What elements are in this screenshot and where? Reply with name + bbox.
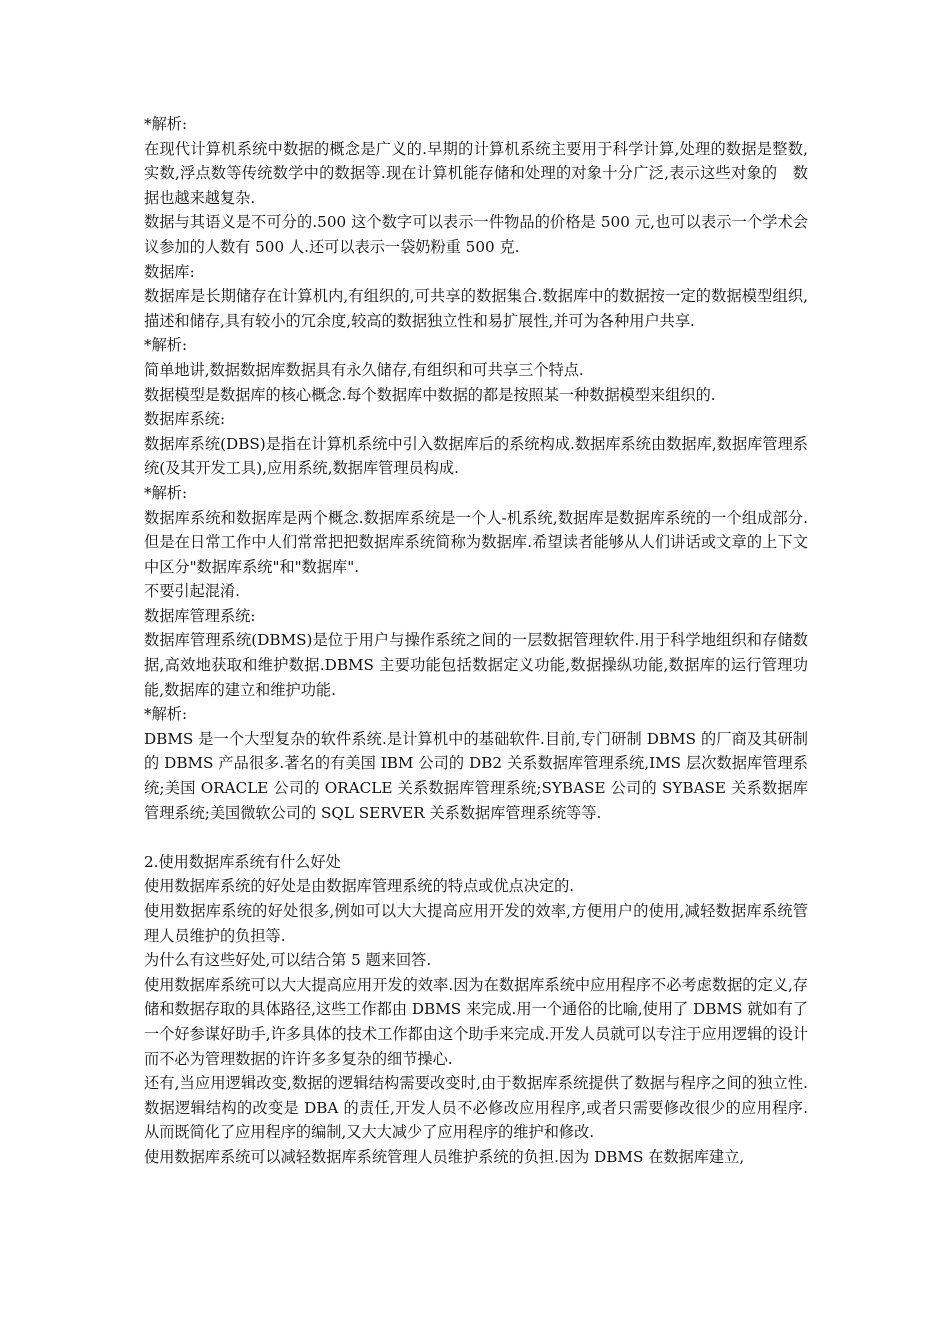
note-label: *解析: [144,336,188,355]
paragraph: 数据库管理系统(DBMS)是位于用户与操作系统之间的一层数据管理软件.用于科学地组织和存储数据,高效地获取和维护数据.DBMS 主要功能包括数据定义功能,数据操纵功能,数据库的运行管理功能,数据库的建立和维护功能. [144,631,808,699]
paragraph: 数据模型是数据库的核心概念.每个数据库中数据的都是按照某一种数据模型来组织的. [144,385,716,404]
paragraph: 为什么有这些好处,可以结合第 5 题来回答. [144,951,432,970]
term-heading: 数据库管理系统: [144,606,256,625]
paragraph: 简单地讲,数据数据库数据具有永久储存,有组织和可共享三个特点. [144,360,584,379]
document-page [144,112,808,1170]
paragraph: 使用数据库系统可以大大提高应用开发的效率.因为在数据库系统中应用程序不必考虑数据的定义,存储和数据存取的具体路径,这些工作都由 DBMS 来完成.用一个通俗的比喻,使用了 DBMS 就如有了一个好参谋好助手,许多具体的技术工作都由这个助手来完成.开发人员就可以专注于应用逻辑的设计而不必为管理数据的许许多多复杂的细节操心. [144,975,808,1068]
term-heading: 数据库系统: [144,410,226,429]
paragraph: 不要引起混淆. [144,582,240,601]
paragraph: DBMS 是一个大型复杂的软件系统.是计算机中的基础软件.目前,专门研制 DBMS 的厂商及其研制的 DBMS 产品很多.著名的有美国 IBM 公司的 DB2 关系数据库管理系统,IMS 层次数据库管理系统;美国 ORACLE 公司的 ORACLE 关系数据库管理系统;SYBASE 公司的 SYBASE 关系数据库管理系统;美国微软公司的 SQL SERVER 关系数据库管理系统等等. [144,729,808,822]
paragraph: 使用数据库系统的好处是由数据库管理系统的特点或优点决定的. [144,877,575,896]
paragraph: 数据与其语义是不可分的.500 这个数字可以表示一件物品的价格是 500 元,也可以表示一个学术会议参加的人数有 500 人.还可以表示一袋奶粉重 500 克. [144,213,808,256]
question-heading: 2.使用数据库系统有什么好处 [144,852,341,871]
note-label: *解析: [144,705,188,724]
note-label: *解析: [144,483,188,502]
term-heading: 数据库: [144,262,195,281]
blank-line [144,825,808,850]
paragraph: 使用数据库系统可以减轻数据库系统管理人员维护系统的负担.因为 DBMS 在数据库建立, [144,1147,745,1166]
paragraph: 还有,当应用逻辑改变,数据的逻辑结构需要改变时,由于数据库系统提供了数据与程序之间的独立性.数据逻辑结构的改变是 DBA 的责任,开发人员不必修改应用程序,或者只需要修改很少的应用程序.从而既简化了应用程序的编制,又大大减少了应用程序的维护和修改. [144,1074,808,1142]
paragraph: 使用数据库系统的好处很多,例如可以大大提高应用开发的效率,方便用户的使用,减轻数据库系统管理人员维护的负担等. [144,902,808,945]
paragraph: 在现代计算机系统中数据的概念是广义的.早期的计算机系统主要用于科学计算,处理的数据是整数,实数,浮点数等传统数学中的数据等.现在计算机能存储和处理的对象十分广泛,表示这些对象的 数据也越来越复杂. [144,139,808,207]
paragraph: 数据库系统(DBS)是指在计算机系统中引入数据库后的系统构成.数据库系统由数据库,数据库管理系统(及其开发工具),应用系统,数据库管理员构成. [144,434,808,478]
note-label: *解析: [144,115,188,133]
paragraph: 数据库系统和数据库是两个概念.数据库系统是一个人-机系统,数据库是数据库系统的一个组成部分.但是在日常工作中人们常常把把数据库系统简称为数据库.希望读者能够从人们讲话或文章的上下文中区分"数据库系统"和"数据库". [144,508,808,576]
paragraph: 数据库是长期储存在计算机内,有组织的,可共享的数据集合.数据库中的数据按一定的数据模型组织,描述和储存,具有较小的冗余度,较高的数据独立性和易扩展性,并可为各种用户共享. [144,287,808,330]
